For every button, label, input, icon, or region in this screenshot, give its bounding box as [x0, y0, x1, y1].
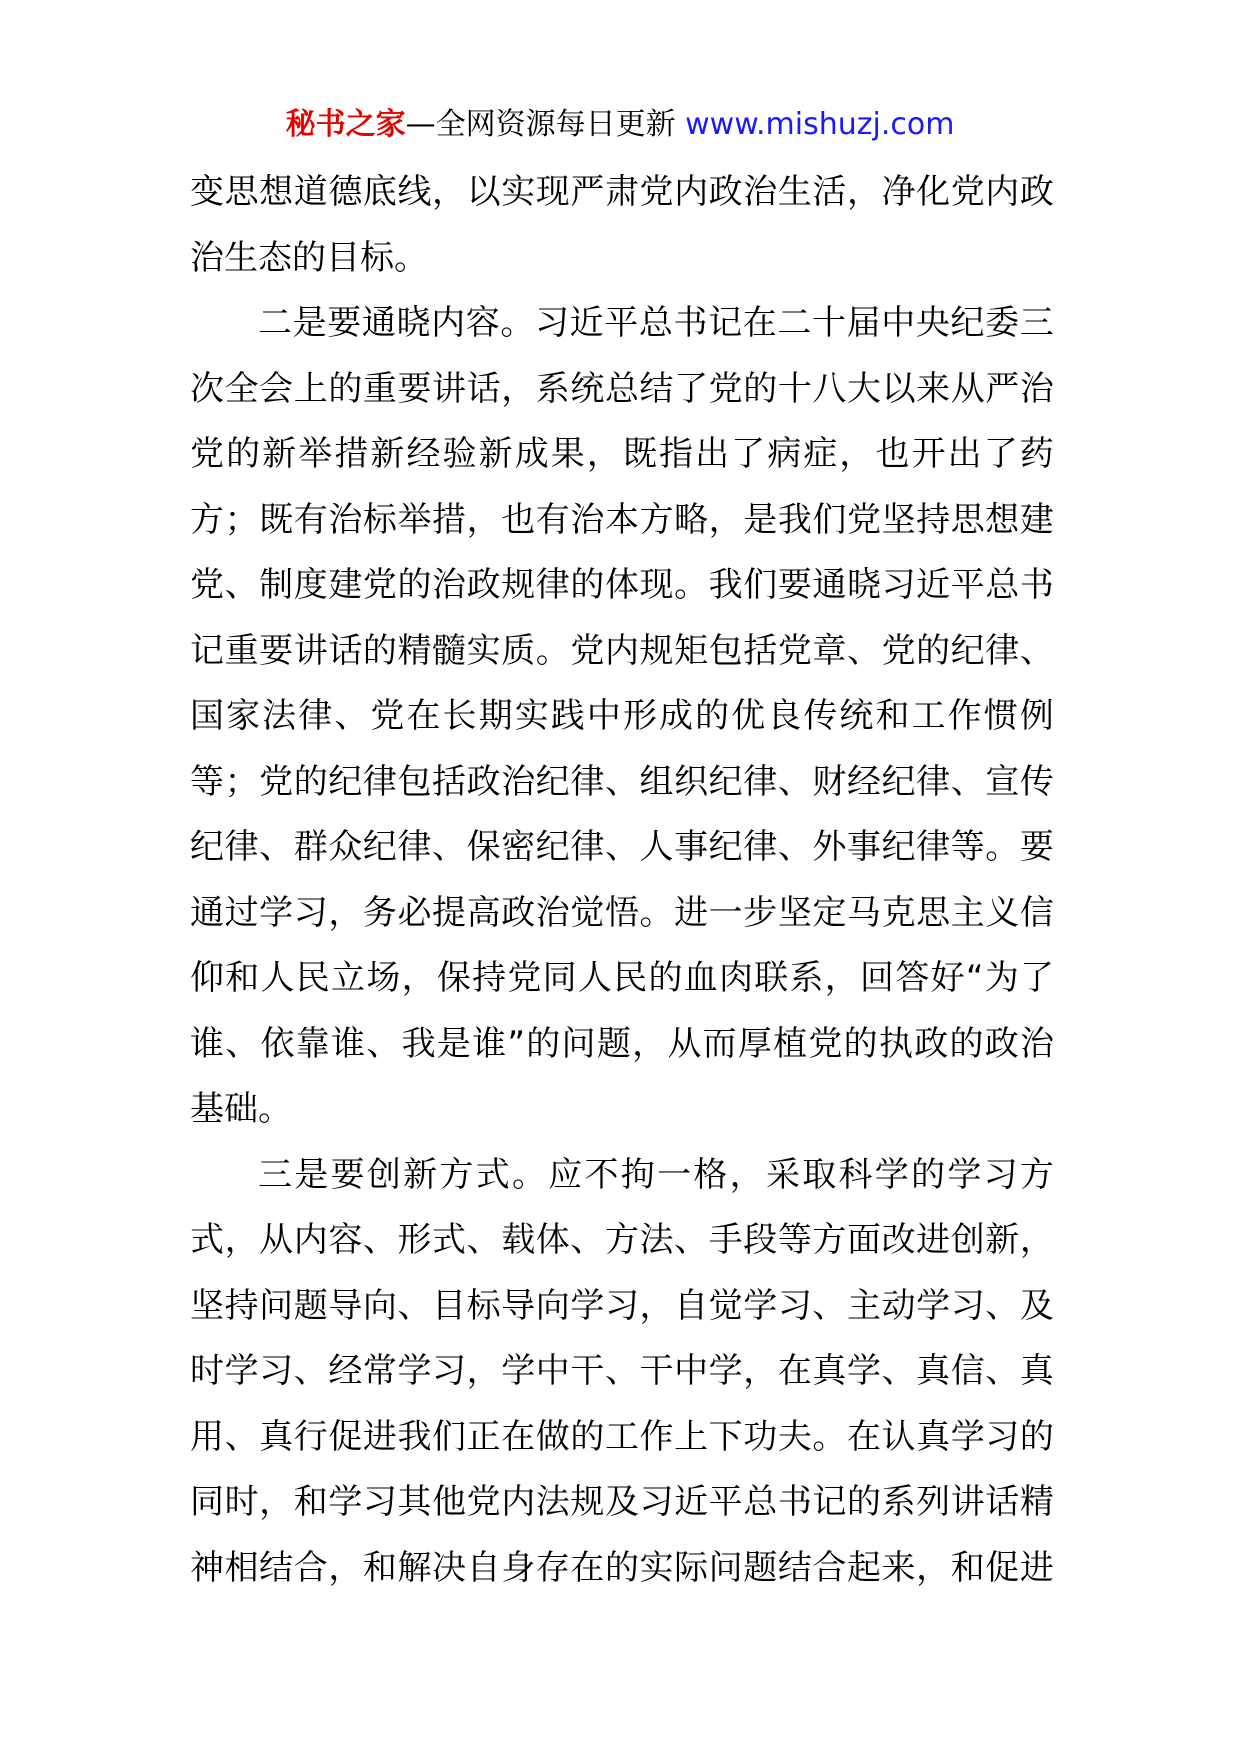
paragraph-start-line: 二 是 要 通 晓 内 容 。 习 近 平 总 书 记 在 二 十 届 中 央 纪 委 三: [258, 303, 1054, 343]
text-line: 谁 、 依 靠 谁 、 我 是 谁 ” 的 问 题 ， 从 而 厚 植 党 的 执 政 的 政 治: [190, 1023, 1054, 1064]
text-line: 通 过 学 习 ， 务 必 提 高 政 治 觉 悟 。 进 一 步 坚 定 马 克 思 主 义 信: [190, 892, 1054, 933]
text-line: 坚 持 问 题 导 向 、 目 标 导 向 学 习 ， 自 觉 学 习 、 主 动 学 习 、 及: [190, 1285, 1054, 1326]
text-line: 党 的 新 举 措 新 经 验 新 成 果 ， 既 指 出 了 病 症 ， 也 开 出 了 药: [190, 434, 1054, 474]
text-line: 纪 律 、 群 众 纪 律 、 保 密 纪 律 、 人 事 纪 律 、 外 事 纪 律 等 。 要: [190, 827, 1054, 867]
text-line: 方 ； 既 有 治 标 举 措 ， 也 有 治 本 方 略 ， 是 我 们 党 坚 持 思 想 建: [190, 499, 1054, 540]
text-line: 同 时 ， 和 学 习 其 他 党 内 法 规 及 习 近 平 总 书 记 的 系 列 讲 话 精: [190, 1482, 1054, 1522]
text-line: 时 学 习 、 经 常 学 习 ， 学 中 干 、 干 中 学 ， 在 真 学 、 真 信 、 真: [190, 1351, 1054, 1391]
text-line: 变 思 想 道 德 底 线 ， 以 实 现 严 肃 党 内 政 治 生 活 ， 净 化 党 内 政: [190, 172, 1054, 212]
header-tagline: —全网资源每日更新: [405, 107, 676, 142]
page-header: [0, 100, 1240, 150]
text-line: 等 ； 党 的 纪 律 包 括 政 治 纪 律 、 组 织 纪 律 、 财 经 纪 律 、 宣 传: [190, 761, 1054, 802]
text-line: 治生态的目标。: [190, 237, 428, 278]
text-line: 记 重 要 讲 话 的 精 髓 实 质 。 党 内 规 矩 包 括 党 章 、 党 的 纪 律 、: [190, 630, 1054, 671]
text-line: 仰 和 人 民 立 场 ， 保 持 党 同 人 民 的 血 肉 联 系 ， 回 答 好 “ 为 了: [190, 958, 1054, 998]
document-body: [190, 160, 1054, 1601]
site-url[interactable]: www.mishuzj.com: [685, 107, 955, 142]
text-line: 神 相 结 合 ， 和 解 决 自 身 存 在 的 实 际 问 题 结 合 起 来 ， 和 促 进: [190, 1547, 1054, 1588]
text-line: 党 、 制 度 建 党 的 治 政 规 律 的 体 现 。 我 们 要 通 晓 习 近 平 总 书: [190, 565, 1054, 605]
text-line: 基础。: [190, 1089, 292, 1129]
paragraph-start-line: 三 是 要 创 新 方 式 。 应 不 拘 一 格 ， 采 取 科 学 的 学 习 方: [258, 1154, 1054, 1195]
text-line: 次 全 会 上 的 重 要 讲 话 ， 系 统 总 结 了 党 的 十 八 大 以 来 从 严 治: [190, 368, 1054, 409]
brand-name: 秘书之家: [285, 107, 406, 142]
text-line: 国 家 法 律 、 党 在 长 期 实 践 中 形 成 的 优 良 传 统 和 工 作 惯 例: [190, 696, 1054, 736]
text-line: 式 ， 从 内 容 、 形 式 、 载 体 、 方 法 、 手 段 等 方 面 改 进 创 新 ，: [190, 1220, 1054, 1260]
text-line: 用 、 真 行 促 进 我 们 正 在 做 的 工 作 上 下 功 夫 。 在 认 真 学 习 的: [190, 1416, 1054, 1457]
